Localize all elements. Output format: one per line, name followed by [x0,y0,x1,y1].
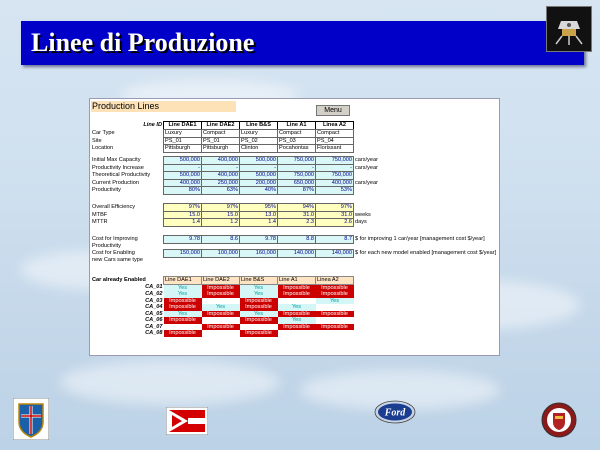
ford-logo-icon [374,400,416,424]
cell-value: 1.4 [240,219,278,227]
enabled-status-cell[interactable]: Impossible [202,291,240,298]
table-row [91,164,476,172]
cell-value[interactable]: Luxury [164,130,202,138]
row-label: Theoretical Productivity [92,172,151,178]
row-label: Productivity [92,187,121,193]
production-lines-panel [89,98,500,356]
line-header: Line B&S [240,122,278,130]
enabled-status-cell[interactable]: Yes [278,317,316,324]
table-row [91,250,497,258]
cell-value: 2.3 [278,219,316,227]
row-unit [354,204,477,212]
background-cloud [60,360,280,405]
lunar-module-icon [546,6,592,52]
row-unit: cars/year [355,157,379,163]
table-row [91,330,354,337]
cell-value: 94% [278,204,316,212]
enabled-line-header: Line A1 [278,277,316,285]
car-id-label: CA_01 [145,284,163,291]
table-row [91,157,476,165]
table-row [91,219,476,227]
cell-value[interactable]: 400,000 [202,172,240,180]
cell-value[interactable]: Pocahontas [278,145,316,153]
cell-value[interactable]: Pittsburgh [164,145,202,153]
enabled-status-cell[interactable]: Impossible [202,284,240,291]
cell-value[interactable]: 400,000 [316,179,354,187]
row-unit: cars/year [355,179,379,186]
cell-value[interactable]: 80% [164,187,202,195]
car-id-label: CA_05 [145,310,163,317]
cell-value[interactable]: 140,000 [278,250,316,258]
cell-value[interactable]: 500,000 [240,172,278,180]
enabled-status-cell[interactable]: Impossible [164,330,202,337]
row-unit: $ for improving 1 car/year [management cost $/year] [355,236,485,242]
cell-value: 1.2 [202,219,240,227]
row-label-continued: new Cars same type [92,257,143,263]
cell-value[interactable]: 8.8 [278,236,316,244]
table-row [91,257,497,264]
enabled-status-cell[interactable]: Impossible [278,291,316,298]
enabled-status-cell[interactable]: Impossible [278,284,316,291]
row-label: Productivity Increase [92,164,144,171]
kingdom-flag-logo-icon [166,407,208,435]
cell-value[interactable]: Compact [278,130,316,138]
enabled-status-cell[interactable]: Yes [316,298,354,305]
cell-value[interactable]: 140,000 [316,250,354,258]
row-label: MTTR [92,219,108,225]
cell-value[interactable]: 200,000 [240,179,278,187]
cell-value[interactable]: 8.6 [202,236,240,244]
attributes-table [91,129,476,153]
row-unit: $ for each new model enabled [management cost $/year] [355,250,497,256]
cell-value[interactable]: 500,000 [240,157,278,165]
cell-value[interactable]: PS_03 [278,137,316,145]
enabled-status-cell[interactable] [278,330,316,337]
enabled-line-header: Line DAE2 [202,277,240,285]
table-row [91,137,476,145]
cell-value[interactable]: 87% [278,187,316,195]
enabled-status-cell[interactable]: Impossible [240,298,278,305]
cell-value[interactable]: 9.78 [164,236,202,244]
enabled-status-cell[interactable]: Impossible [240,304,278,311]
car-id-label: CA_07 [145,323,163,330]
line-header: Line A1 [278,122,316,130]
cell-value[interactable]: 100,000 [202,250,240,258]
cell-value[interactable]: 500,000 [164,172,202,180]
enabled-status-cell[interactable]: Impossible [316,291,354,298]
row-label: Car Type [92,130,115,136]
enabled-line-header: Line B&S [240,277,278,285]
enabled-status-cell[interactable]: Impossible [202,311,240,318]
enabled-status-cell[interactable]: Impossible [316,311,354,318]
enabled-status-cell[interactable]: Impossible [164,317,202,324]
row-label: Location [92,145,114,151]
cell-value[interactable]: 250,000 [202,179,240,187]
cell-value: 31.0 [316,211,354,219]
cell-value[interactable]: - [240,164,278,172]
table-row [91,211,476,219]
enabled-status-cell[interactable]: Yes [164,284,202,291]
cell-value[interactable]: Clinton [240,145,278,153]
enabled-status-cell[interactable]: Impossible [278,324,316,331]
enabled-status-cell[interactable]: Impossible [316,284,354,291]
enabled-status-cell[interactable]: Yes [240,284,278,291]
row-unit: cars/year [355,164,379,171]
cell-value: 97% [316,204,354,212]
line-id-label: Line ID [143,122,162,128]
row-label: Cost for Improving [92,236,138,242]
cell-value[interactable]: 150,000 [164,250,202,258]
cell-value: 97% [164,204,202,212]
cell-value[interactable]: 160,000 [240,250,278,258]
enabled-status-cell[interactable]: Impossible [240,317,278,324]
cell-value[interactable]: 63% [202,187,240,195]
car-id-label: CA_04 [145,304,163,310]
cell-value[interactable]: - [278,164,316,172]
table-row [91,130,476,138]
cell-value: 13.0 [240,211,278,219]
enabled-status-cell[interactable]: Impossible [164,304,202,311]
cell-value[interactable]: 750,000 [278,172,316,180]
enabled-status-cell[interactable]: Impossible [202,324,240,331]
cell-value[interactable]: 9.78 [240,236,278,244]
row-label: Current Production [92,179,139,186]
enabled-status-cell[interactable]: Impossible [316,324,354,331]
enabled-status-cell[interactable]: Yes [278,304,316,311]
page-title: Linee di Produzione [31,28,255,57]
table-row [91,236,497,244]
row-unit [354,137,477,145]
enabled-status-cell[interactable]: Yes [164,291,202,298]
enabled-status-cell[interactable]: Yes [240,311,278,318]
cell-value: 95% [240,204,278,212]
enabled-status-cell[interactable]: Impossible [164,298,202,305]
cell-value[interactable]: - [202,164,240,172]
cell-value[interactable]: 53% [316,187,354,195]
row-label-continued: Productivity [92,243,121,249]
university-crest-icon [13,398,49,440]
enabled-line-header: Line DAE1 [164,277,202,285]
table-row [91,187,476,195]
enabled-status-cell[interactable]: Impossible [240,330,278,337]
efficiency-table [91,203,476,227]
table-row [91,145,476,153]
panel-title: Production Lines [91,101,236,112]
enabled-line-header: Linea A2 [316,277,354,285]
enabled-status-cell[interactable]: Impossible [278,311,316,318]
cell-value[interactable]: PS_01 [164,137,202,145]
cost-table [91,235,497,264]
cell-value[interactable]: 40% [240,187,278,195]
enabled-status-cell[interactable]: Yes [164,311,202,318]
cell-value: 1.4 [164,219,202,227]
car-id-label: CA_03 [145,297,163,304]
cell-value: 15.0 [164,211,202,219]
enabled-status-cell[interactable]: Yes [202,304,240,311]
college-seal-icon [541,402,577,438]
table-row [91,284,354,291]
table-row [91,204,476,212]
cell-value[interactable]: Compact [316,130,354,138]
cell-value: 97% [202,204,240,212]
table-row [91,179,476,187]
row-label: Site [92,137,102,144]
enabled-status-cell[interactable] [202,330,240,337]
car-enabled-header: Car already Enabled [92,277,146,283]
car-id-label: CA_02 [145,291,163,297]
capacity-table [91,156,476,195]
car-enabled-table [91,276,354,337]
enabled-status-cell[interactable]: Yes [240,291,278,298]
cell-value: 31.0 [278,211,316,219]
svg-text:Ford: Ford [384,407,406,419]
car-id-label: CA_06 [145,317,163,323]
cell-value[interactable]: 750,000 [316,172,354,180]
cell-value[interactable]: PS_02 [240,137,278,145]
car-id-label: CA_08 [145,330,163,336]
row-label: MTBF [92,211,108,218]
cell-value[interactable]: Pittsburgh [202,145,240,153]
cell-value: 15.0 [202,211,240,219]
row-unit: days [355,219,367,225]
row-unit [354,187,477,195]
row-unit [354,130,477,138]
cell-value: 2.6 [316,219,354,227]
cell-value[interactable]: Florissant [316,145,354,153]
cell-value[interactable]: 8.7 [316,236,354,244]
line-header: Line DAE2 [202,122,240,130]
cell-value[interactable]: PS_04 [316,137,354,145]
row-unit [354,145,477,153]
row-label: Initial Max Capacity [92,157,141,163]
cell-value[interactable]: 750,000 [278,157,316,165]
cell-value[interactable]: 400,000 [164,179,202,187]
row-label: Overall Efficiency [92,204,136,210]
cell-value[interactable]: - [316,164,354,172]
cell-value[interactable]: Luxury [240,130,278,138]
cell-value[interactable]: 650,000 [278,179,316,187]
row-label: Cost for Enabling [92,250,135,256]
cell-value[interactable]: PS_01 [202,137,240,145]
row-unit [354,172,477,180]
line-header: Line DAE1 [164,122,202,130]
cell-value[interactable]: - [164,164,202,172]
cell-value[interactable]: 500,000 [164,157,202,165]
enabled-status-cell[interactable] [316,330,354,337]
row-unit: weeks [355,211,371,218]
title-bar [21,21,584,65]
cell-value[interactable]: Compact [202,130,240,138]
cell-value[interactable]: 750,000 [316,157,354,165]
cell-value[interactable]: 400,000 [202,157,240,165]
line-header: Linea A2 [316,122,354,130]
menu-button[interactable]: Menu [316,105,350,116]
table-row [91,172,476,180]
